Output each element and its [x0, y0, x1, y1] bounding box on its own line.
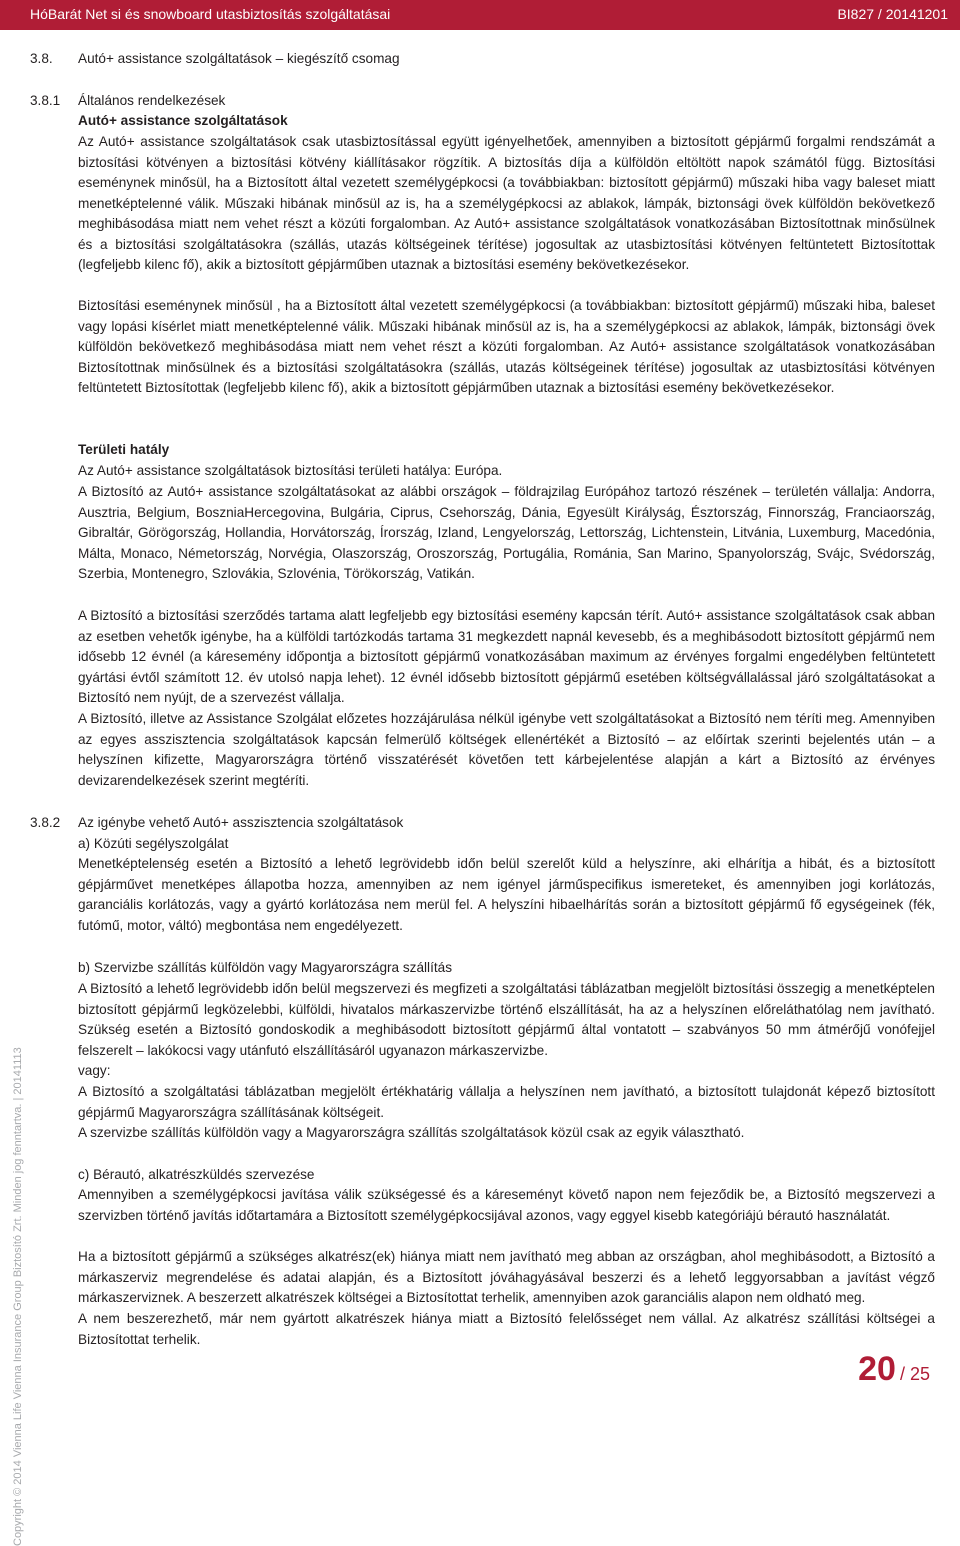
- paragraph: A Biztosító, illetve az Assistance Szolgálat előzetes hozzájárulása nélkül igénybe vett szolgáltatásokat a Biztosító nem téríti meg. Amennyiben az egyes asszisztencia szolgáltatások kapcsán felmerülő költségek ellenértékét a Biztosító – az előírtak szerinti bejelentés után – a helyszínen kifizette, Magyarországra történő visszatérését követően tett kárbejelentése alapján a kárt a Biztosító az érvényes devizarendelkezések szerint megtéríti.: [78, 711, 935, 788]
- territory-heading: Területi hatály: [78, 442, 170, 457]
- paragraph: A Biztosító a lehető legrövidebb időn belül megszervezi és megfizeti a szolgáltatási táblázatban megjelölt biztosítási összegig a menetképtelen biztosított gépjármű legközelebbi, külföldi, hivatalos márkaszervizbe történő elszállítását, ha az a helyszínen előreláthatólag nem javítható. Szükség esetén a Biztosító gondoskodik a meghibásodott biztosított gépjármű által vontatott – szabványos 50 mm átmérőjű vonófejjel felszerelt – lakókocsi vagy utánfutó elszállításáról ugyanazon márkaszervizbe.: [78, 981, 935, 1058]
- paragraph: Az Autó+ assistance szolgáltatások csak utasbiztosítással együtt igényelhetőek, amennyiben a biztosított gépjármű forgalmi rendszámát a biztosítási kötvényen a biztosítási kötvény kiállításakor rögzítik. A biztosítás díja a külföldön eltöltött napok számától függ. Biztosítási eseménynek minősül, ha a Biztosított által vezetett személygépkocsi (a továbbiakban: biztosított gépjármű) műszaki hiba vagy baleset miatt menetképtelenné válik. Műszaki hibának minősül az is, ha a személygépkocsi az ablakok, lámpák, biztonsági övek külföldön bekövetkező meghibásodása miatt nem vehet részt a közúti forgalomban. Az Autó+ assistance szolgáltatások vonatkozásában Biztosítottnak minősülnek és a biztosítási szolgáltatásokra (szállás, utazás költségeinek térítése) jogosultak az utasbiztosítási kötvényen feltüntetett Biztosítottak (legfeljebb kilenc fő), akik a biztosított gépjárműben utaznak a biztosítási esemény bekövetkezésekor.: [78, 134, 935, 272]
- section-number: 3.8.1: [30, 93, 61, 108]
- header-bar: [0, 0, 960, 30]
- section-subtitle: Autó+ assistance szolgáltatások: [78, 113, 288, 128]
- subsection-title: a) Közúti segélyszolgálat: [78, 836, 229, 851]
- paragraph: Az Autó+ assistance szolgáltatások biztosítási területi hatálya: Európa.: [78, 463, 503, 478]
- current-page: 20: [858, 1350, 896, 1388]
- paragraph: Amennyiben a személygépkocsi javítása válik szükségessé és a káreseményt követő napon nem fejeződik be, a Biztosító megszervezi a szervizben történő javítás időtartamára a Biztosított személygépkocsijával azonos, vagy eggyel kisebb kategóriájú bérautó használatát.: [78, 1187, 935, 1223]
- paragraph: vagy:: [78, 1063, 111, 1078]
- copyright-notice: Copyright © 2014 Vienna Life Vienna Insurance Group Biztosító Zrt. Minden jog fenntartva. | 20141113: [12, 1047, 24, 1546]
- total-pages: / 25: [899, 1364, 930, 1384]
- paragraph: A Biztosító a biztosítási szerződés tartama alatt legfeljebb egy biztosítási esemény kapcsán térít. Autó+ assistance szolgáltatások csak abban az esetben vehetők igénybe, ha a külföldi tartózkodás tartama 31 megkezdett napnál kevesebb, és a meghibásodott biztosított gépjármű nem idősebb 12 évnél (a káresemény időpontja a biztosított gépjármű vonatkozásában maximum az érvényes forgalmi engedélyben feltüntetett gyártási évtől számított 12. év utolsó napja lehet). 12 évnél idősebb biztosított gépjármű esetében költségvállalással járó szolgáltatásokat a Biztosító nem nyújt, de a szervezést vállalja.: [78, 608, 935, 705]
- section-title: Autó+ assistance szolgáltatások – kiegészítő csomag: [78, 51, 400, 66]
- country-list: A Biztosító az Autó+ assistance szolgáltatásokat az alábbi országok – földrajzilag Európához tartozó részének – területén vállalja: Andorra, Ausztria, Belgium, BoszniaHercegovina, Bulgária, Ciprus, Csehország, Dánia, Egyesült Királyság, Észtország, Finnország, Franciaország, Gibraltár, Görögország, Hollandia, Horvátország, Írország, Izland, Lengyelország, Lettország, Lichtenstein, Litvánia, Luxemburg, Macedónia, Málta, Monaco, Németország, Norvégia, Olaszország, Oroszország, Portugália, Románia, San Marino, Spanyolország, Svájc, Svédország, Szerbia, Montenegro, Szlovákia, Szlovénia, Törökország, Vatikán.: [78, 484, 935, 581]
- subsection-title: b) Szervizbe szállítás külföldön vagy Magyarországra szállítás: [78, 960, 452, 975]
- section-number: 3.8.2: [30, 815, 61, 830]
- paragraph: A nem beszerezhető, már nem gyártott alkatrészek hiánya miatt a Biztosító felelősséget nem vállal. Az alkatrész szállítási költségei a Biztosítottat terhelik.: [78, 1311, 935, 1347]
- paragraph: Menetképtelenség esetén a Biztosító a lehető legrövidebb időn belül szerelőt küld a helyszínre, aki elhárítja a hibát, és a biztosított gépjárművet menetképes állapotba hozza, amennyiben az nem igényel járműspecifikus ismereteket, és amennyiben jogi korlátozás, garanciális korlátozás, vagy a gyártó korlátozása nem merül fel. A helyszíni hibaelhárítás során a biztosított gépjármű fő egységeinek (fék, futómű, motor, váltó) megbontása nem engedélyezett.: [78, 856, 935, 933]
- subsection-title: c) Bérautó, alkatrészküldés szervezése: [78, 1167, 315, 1182]
- paragraph: Ha a biztosított gépjármű a szükséges alkatrész(ek) hiánya miatt nem javítható meg abban az országban, ahol meghibásodott, a Biztosító a márkaszerviz megrendelése és adatai alapján, és a Biztosított jóváhagyásával beszerzi és a lehető leggyorsabban a javítást végző márkaszerviznek. A beszerzett alkatrészek költségei a Biztosítottat terhelik, amennyiben azok garanciális alapon nem oldható meg.: [78, 1249, 935, 1305]
- paragraph: A Biztosító a szolgáltatási táblázatban megjelölt értékhatárig vállalja a helyszínen nem javítható, a biztosított tulajdonát képező biztosított gépjármű Magyarországra szállításának költségeit.: [78, 1084, 935, 1120]
- page-number: [858, 1350, 930, 1389]
- section-title: Általános rendelkezések: [78, 93, 226, 108]
- document-code: BI827 / 20141201: [837, 6, 948, 22]
- paragraph: A szervizbe szállítás külföldön vagy a Magyarországra szállítás szolgáltatások közül csak az egyik választható.: [78, 1125, 745, 1140]
- header-title: HóBarát Net si és snowboard utasbiztosítás szolgáltatásai: [30, 6, 391, 22]
- section-title: Az igénybe vehető Autó+ asszisztencia szolgáltatások: [78, 815, 404, 830]
- paragraph: Biztosítási eseménynek minősül , ha a Biztosított által vezetett személygépkocsi (a továbbiakban: biztosított gépjármű) műszaki hiba, baleset vagy lopási kísérlet miatt menetképtelenné válik. Műszaki hibának minősül az is, ha a személygépkocsi az ablakok, lámpák, biztonsági övek külföldön bekövetkező meghibásodása miatt nem vehet részt a közúti forgalomban. Az Autó+ assistance szolgáltatások vonatkozásában Biztosítottnak minősülnek és a biztosítási szolgáltatásokra (szállás, utazás költségeinek térítése) jogosultak az utasbiztosítási kötvényen feltüntetett Biztosítottak (legfeljebb kilenc fő), akik a biztosított gépjárműben utaznak a biztosítási esemény bekövetkezésekor.: [78, 298, 935, 395]
- section-number: 3.8.: [30, 51, 53, 66]
